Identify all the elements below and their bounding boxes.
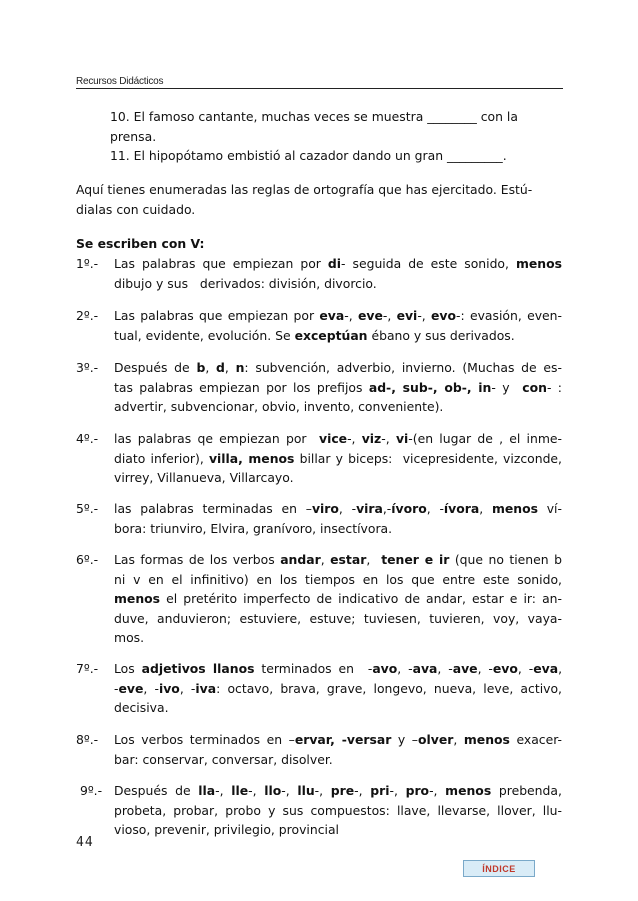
section-title: Se escriben con V: bbox=[76, 236, 205, 251]
rule-number: 5º.- bbox=[76, 501, 99, 516]
rule-line: decisiva. bbox=[114, 700, 169, 715]
rule-line: mos. bbox=[114, 630, 145, 645]
rule-line: menos el pretérito imperfecto de indicativo de andar, estar e ir: an- bbox=[114, 591, 562, 606]
rule-line: tual, evidente, evolución. Se exceptúan ébano y sus derivados. bbox=[114, 327, 515, 343]
rule-text bbox=[114, 499, 562, 538]
rule-text bbox=[114, 659, 562, 718]
rule-line: las palabras terminadas en –viro, -vira,-ívoro, -ívora, menos ví- bbox=[114, 501, 562, 516]
rule-line: vioso, prevenir, privilegio, provincial bbox=[114, 822, 339, 837]
rule-text bbox=[114, 254, 562, 293]
header-rule bbox=[76, 88, 563, 89]
rule-number: 1º.- bbox=[76, 256, 99, 271]
page-number: 44 bbox=[76, 835, 94, 850]
rule-line: bar: conservar, conversar, disolver. bbox=[114, 751, 333, 767]
rule-number: 8º.- bbox=[76, 732, 99, 747]
exercise-10-line2: prensa. bbox=[110, 129, 157, 144]
rule-number: 3º.- bbox=[76, 360, 99, 375]
intro-line2: dialas con cuidado. bbox=[76, 202, 196, 217]
rule-line: probeta, probar, probo y sus compuestos: llave, llevarse, llover, llu- bbox=[114, 802, 562, 818]
rule-number: 2º.- bbox=[76, 308, 99, 323]
rule-text bbox=[114, 306, 562, 345]
rule-text bbox=[114, 730, 562, 769]
rule-line: tas palabras empiezan por los prefijos ad-, sub-, ob-, in- y con- : bbox=[114, 379, 562, 395]
exercise-11: 11. El hipopótamo embistió al cazador dando un gran _________. bbox=[110, 148, 507, 163]
rule-line: bora: triunviro, Elvira, granívoro, insectívora. bbox=[114, 520, 393, 536]
rule-line: Las palabras que empiezan por eva-, eve-, evi-, evo-: evasión, even- bbox=[114, 308, 562, 323]
exercise-10-line1: 10. El famoso cantante, muchas veces se muestra ________ con la bbox=[110, 109, 518, 124]
rule-number: 7º.- bbox=[76, 661, 99, 676]
running-header: Recursos Didácticos bbox=[76, 76, 164, 87]
index-button[interactable]: ÍNDICE bbox=[463, 860, 535, 877]
rule-line: dibujo y sus derivados: división, divorcio. bbox=[114, 275, 377, 291]
rule-line: las palabras qe empiezan por vice-, viz-, vi-(en lugar de , el inme- bbox=[114, 431, 563, 446]
rule-line: virrey, Villanueva, Villarcayo. bbox=[114, 470, 294, 485]
rule-number: 9º.- bbox=[76, 783, 103, 798]
rule-line: advertir, subvencionar, obvio, invento, conveniente). bbox=[114, 399, 444, 414]
rule-line: -eve, -ivo, -iva: octavo, brava, grave, longevo, nueva, leve, activo, bbox=[114, 680, 562, 696]
rule-text bbox=[114, 781, 562, 840]
intro-line1: Aquí tienes enumeradas las reglas de ortografía que has ejercitado. Estú- bbox=[76, 182, 533, 197]
rule-text bbox=[114, 429, 562, 488]
rule-line: Las palabras que empiezan por di- seguida de este sonido, menos bbox=[114, 256, 562, 271]
rule-text bbox=[114, 358, 562, 417]
rule-line: Los adjetivos llanos terminados en -avo, -ava, -ave, -evo, -eva, bbox=[114, 661, 563, 676]
rule-number: 4º.- bbox=[76, 431, 99, 446]
rule-line: ni v en el infinitivo) en los tiempos en los que entre este sonido, bbox=[114, 571, 562, 587]
rule-line: Después de b, d, n: subvención, adverbio, invierno. (Muchas de es- bbox=[114, 360, 562, 375]
rule-line: diato inferior), villa, menos billar y biceps: vicepresidente, vizconde, bbox=[114, 450, 562, 466]
rule-text bbox=[114, 550, 562, 648]
rule-line: Después de lla-, lle-, llo-, llu-, pre-, pri-, pro-, menos prebenda, bbox=[114, 783, 562, 798]
rule-number: 6º.- bbox=[76, 552, 99, 567]
rule-line: Los verbos terminados en –ervar, -versar y –olver, menos exacer- bbox=[114, 732, 563, 747]
rule-line: duve, anduvieron; estuviere, estuve; tuviesen, tuvieren, voy, vaya- bbox=[114, 610, 562, 626]
rule-line: Las formas de los verbos andar, estar, tener e ir (que no tienen b bbox=[114, 552, 562, 567]
